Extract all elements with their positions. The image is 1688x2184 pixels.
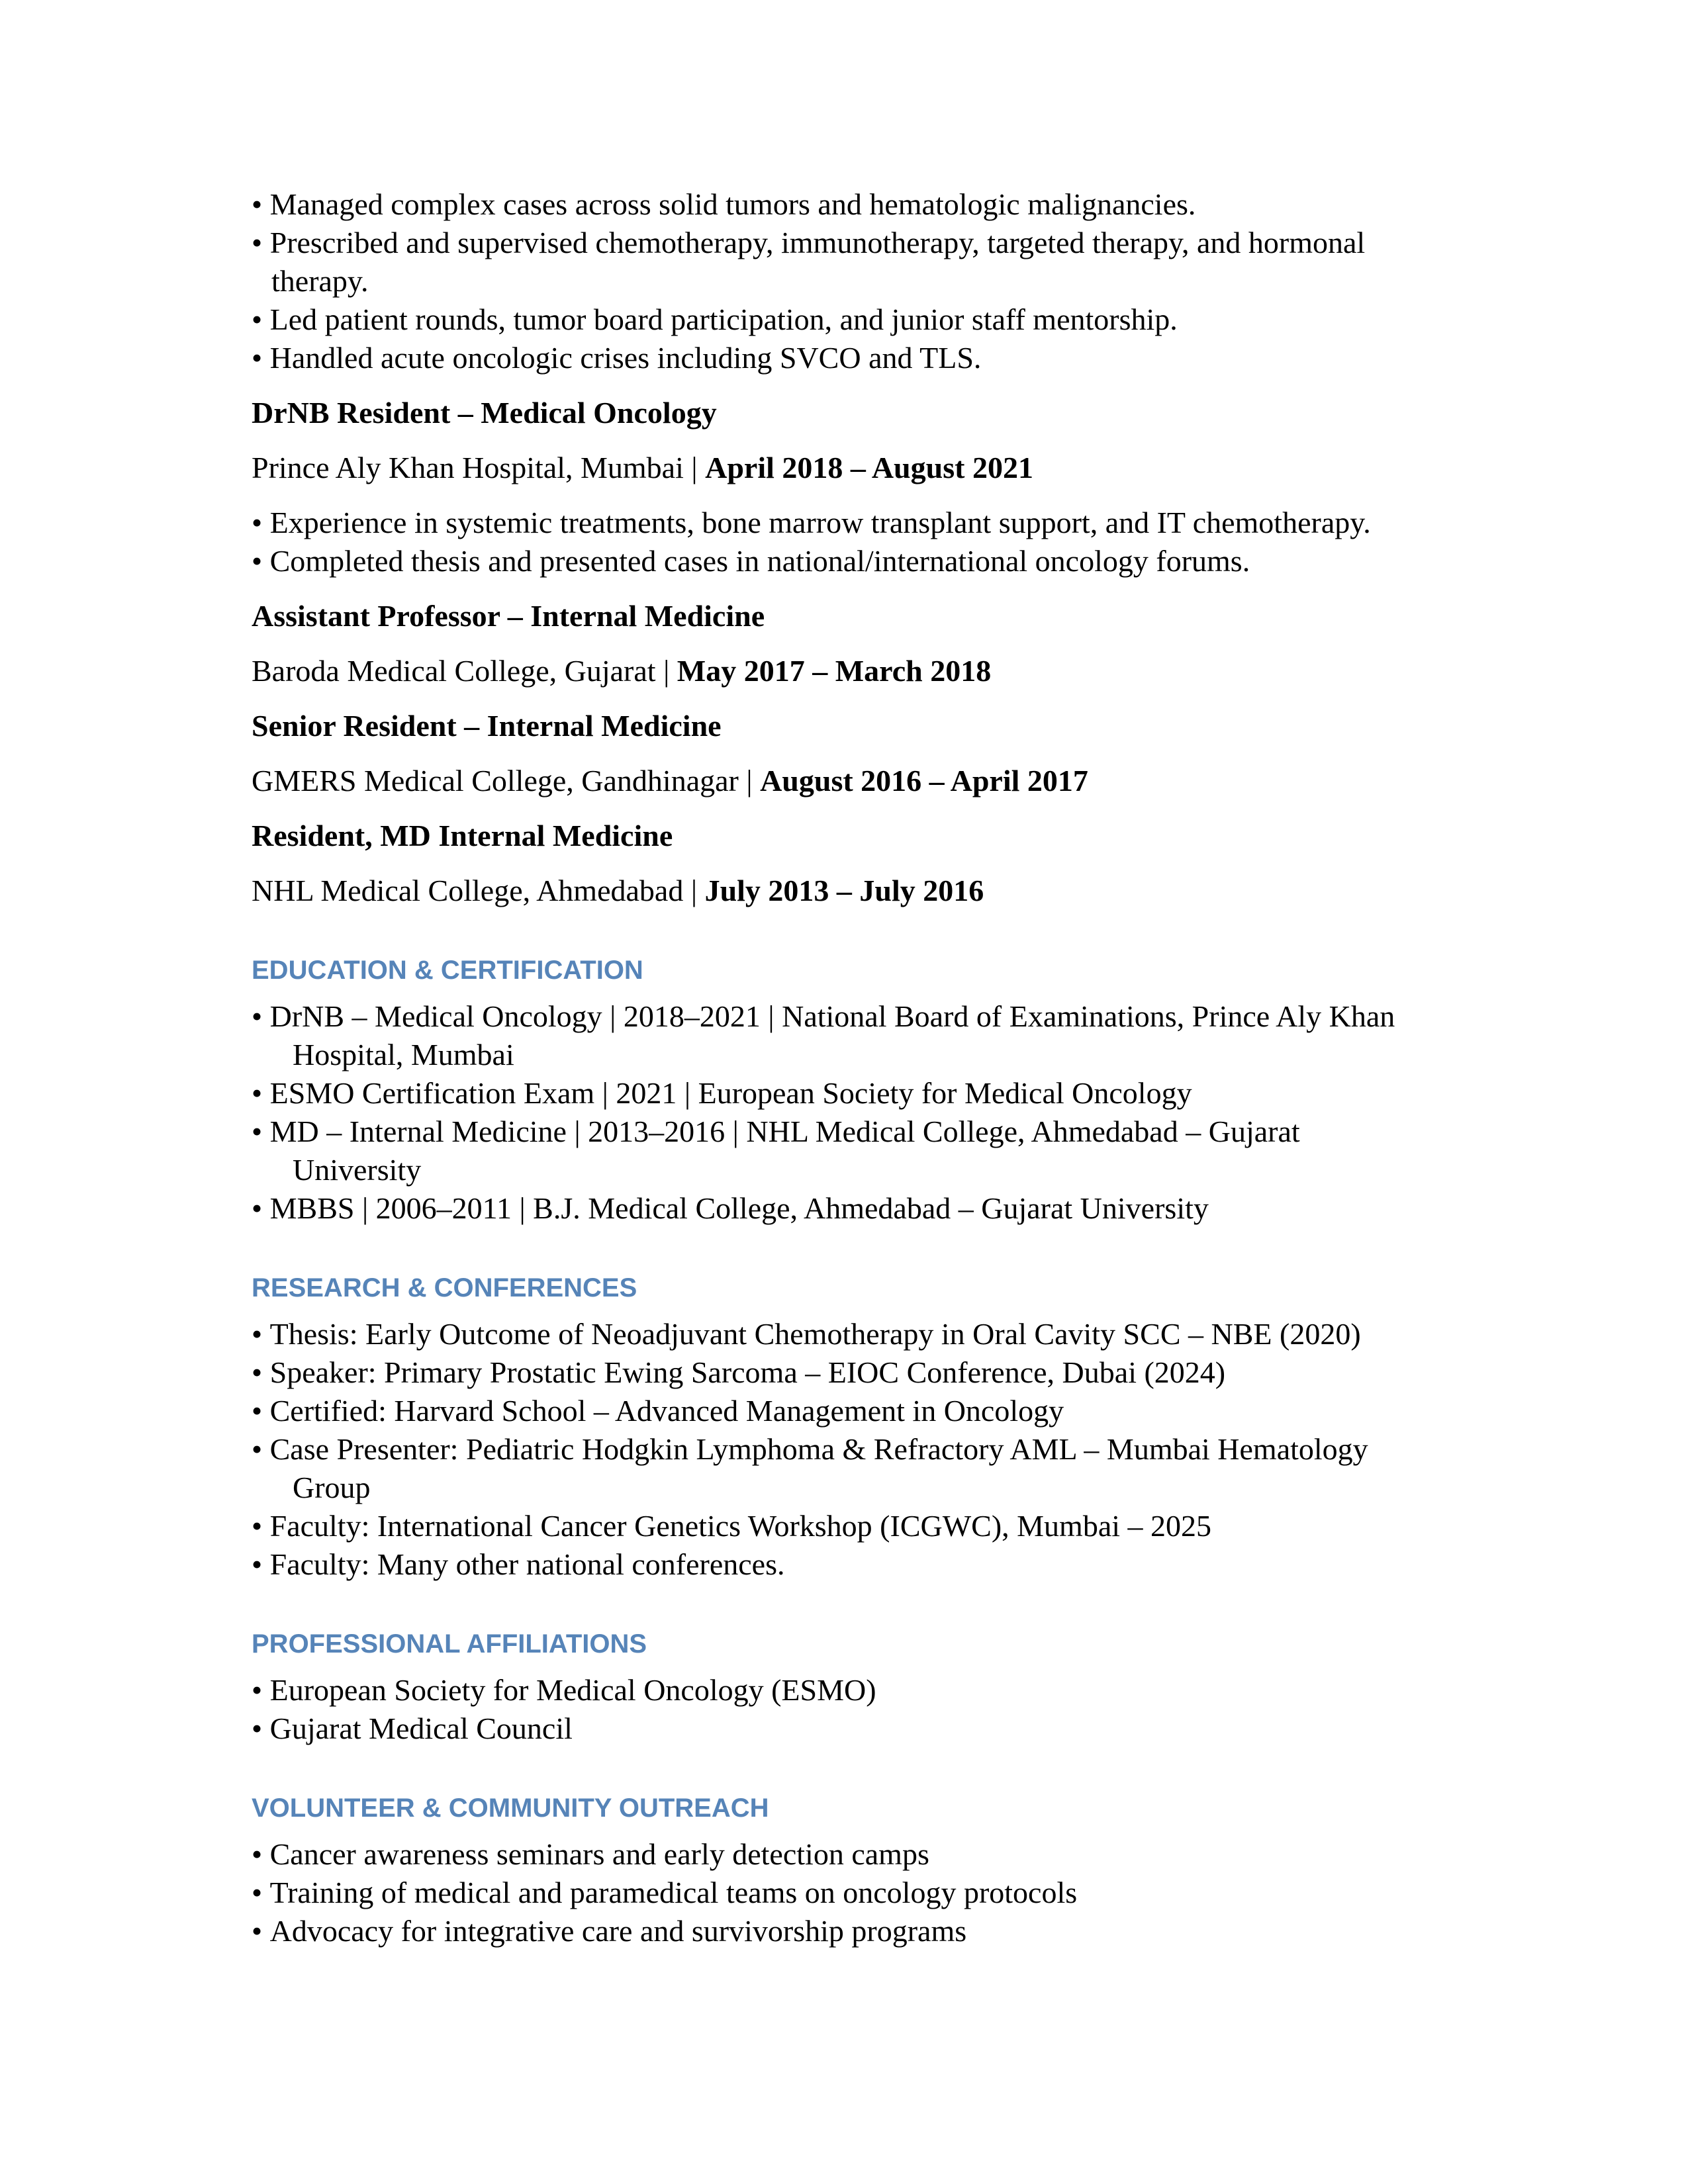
- list-item: • ESMO Certification Exam | 2021 | European Society for Medical Oncology: [252, 1074, 1427, 1113]
- list-item: • Managed complex cases across solid tumors and hematologic malignancies.: [252, 185, 1427, 224]
- list-item: • MBBS | 2006–2011 | B.J. Medical College, Ahmedabad – Gujarat University: [252, 1189, 1427, 1228]
- experience-bullet-list: [252, 185, 1427, 377]
- list-item: • Certified: Harvard School – Advanced Management in Oncology: [252, 1392, 1427, 1430]
- job-dates: July 2013 – July 2016: [704, 874, 984, 907]
- job-title: Senior Resident – Internal Medicine: [252, 709, 722, 743]
- job-dates: April 2018 – August 2021: [705, 451, 1033, 484]
- job-employer-line: [252, 449, 1427, 487]
- affiliations-list: [252, 1671, 1427, 1748]
- pipe-separator: |: [690, 874, 698, 907]
- list-item: • DrNB – Medical Oncology | 2018–2021 | National Board of Examinations, Prince Aly Khan Hospital, Mumbai: [252, 997, 1427, 1074]
- list-item: • Faculty: International Cancer Genetics Workshop (ICGWC), Mumbai – 2025: [252, 1507, 1427, 1545]
- section-heading-education-certification: EDUCATION & CERTIFICATION: [252, 956, 643, 985]
- pipe-separator: |: [746, 764, 753, 797]
- list-item: • Led patient rounds, tumor board participation, and junior staff mentorship.: [252, 300, 1427, 339]
- pipe-separator: |: [663, 654, 670, 688]
- list-item: • Speaker: Primary Prostatic Ewing Sarcoma – EIOC Conference, Dubai (2024): [252, 1353, 1427, 1392]
- job-employer-line: [252, 762, 1427, 800]
- research-list: [252, 1315, 1427, 1584]
- list-item: • Handled acute oncologic crises including SVCO and TLS.: [252, 339, 1427, 377]
- list-item: • Experience in systemic treatments, bone marrow transplant support, and IT chemotherapy.: [252, 504, 1427, 542]
- section-heading-volunteer-community-outreach: VOLUNTEER & COMMUNITY OUTREACH: [252, 1794, 769, 1823]
- list-item: • Gujarat Medical Council: [252, 1709, 1427, 1748]
- job-dates: May 2017 – March 2018: [677, 654, 992, 688]
- section-heading-professional-affiliations: PROFESSIONAL AFFILIATIONS: [252, 1629, 647, 1659]
- education-list: [252, 997, 1427, 1228]
- list-item: • Advocacy for integrative care and survivorship programs: [252, 1912, 1427, 1950]
- list-item: • Thesis: Early Outcome of Neoadjuvant Chemotherapy in Oral Cavity SCC – NBE (2020): [252, 1315, 1427, 1353]
- list-item: • Completed thesis and presented cases in national/international oncology forums.: [252, 542, 1427, 580]
- employer-name: GMERS Medical College, Gandhinagar: [252, 764, 739, 797]
- employer-name: Prince Aly Khan Hospital, Mumbai: [252, 451, 684, 484]
- job-bullet-list: [252, 504, 1427, 580]
- job-title: DrNB Resident – Medical Oncology: [252, 396, 717, 430]
- job-title: Resident, MD Internal Medicine: [252, 819, 673, 852]
- list-item: • Faculty: Many other national conferences.: [252, 1545, 1427, 1584]
- section-heading-research-conferences: RESEARCH & CONFERENCES: [252, 1273, 637, 1302]
- employer-name: NHL Medical College, Ahmedabad: [252, 874, 684, 907]
- pipe-separator: |: [691, 451, 698, 484]
- job-dates: August 2016 – April 2017: [760, 764, 1088, 797]
- list-item: • MD – Internal Medicine | 2013–2016 | NHL Medical College, Ahmedabad – Gujarat University: [252, 1113, 1427, 1189]
- list-item: • Prescribed and supervised chemotherapy, immunotherapy, targeted therapy, and hormonal therapy.: [252, 224, 1427, 300]
- job-employer-line: [252, 872, 1427, 910]
- job-employer-line: [252, 652, 1427, 690]
- list-item: • Cancer awareness seminars and early detection camps: [252, 1835, 1427, 1874]
- list-item: • Case Presenter: Pediatric Hodgkin Lymphoma & Refractory AML – Mumbai Hematology Group: [252, 1430, 1418, 1507]
- job-title: Assistant Professor – Internal Medicine: [252, 599, 765, 633]
- list-item: • European Society for Medical Oncology (ESMO): [252, 1671, 1427, 1709]
- employer-name: Baroda Medical College, Gujarat: [252, 654, 656, 688]
- list-item: • Training of medical and paramedical teams on oncology protocols: [252, 1874, 1427, 1912]
- volunteer-list: [252, 1835, 1427, 1950]
